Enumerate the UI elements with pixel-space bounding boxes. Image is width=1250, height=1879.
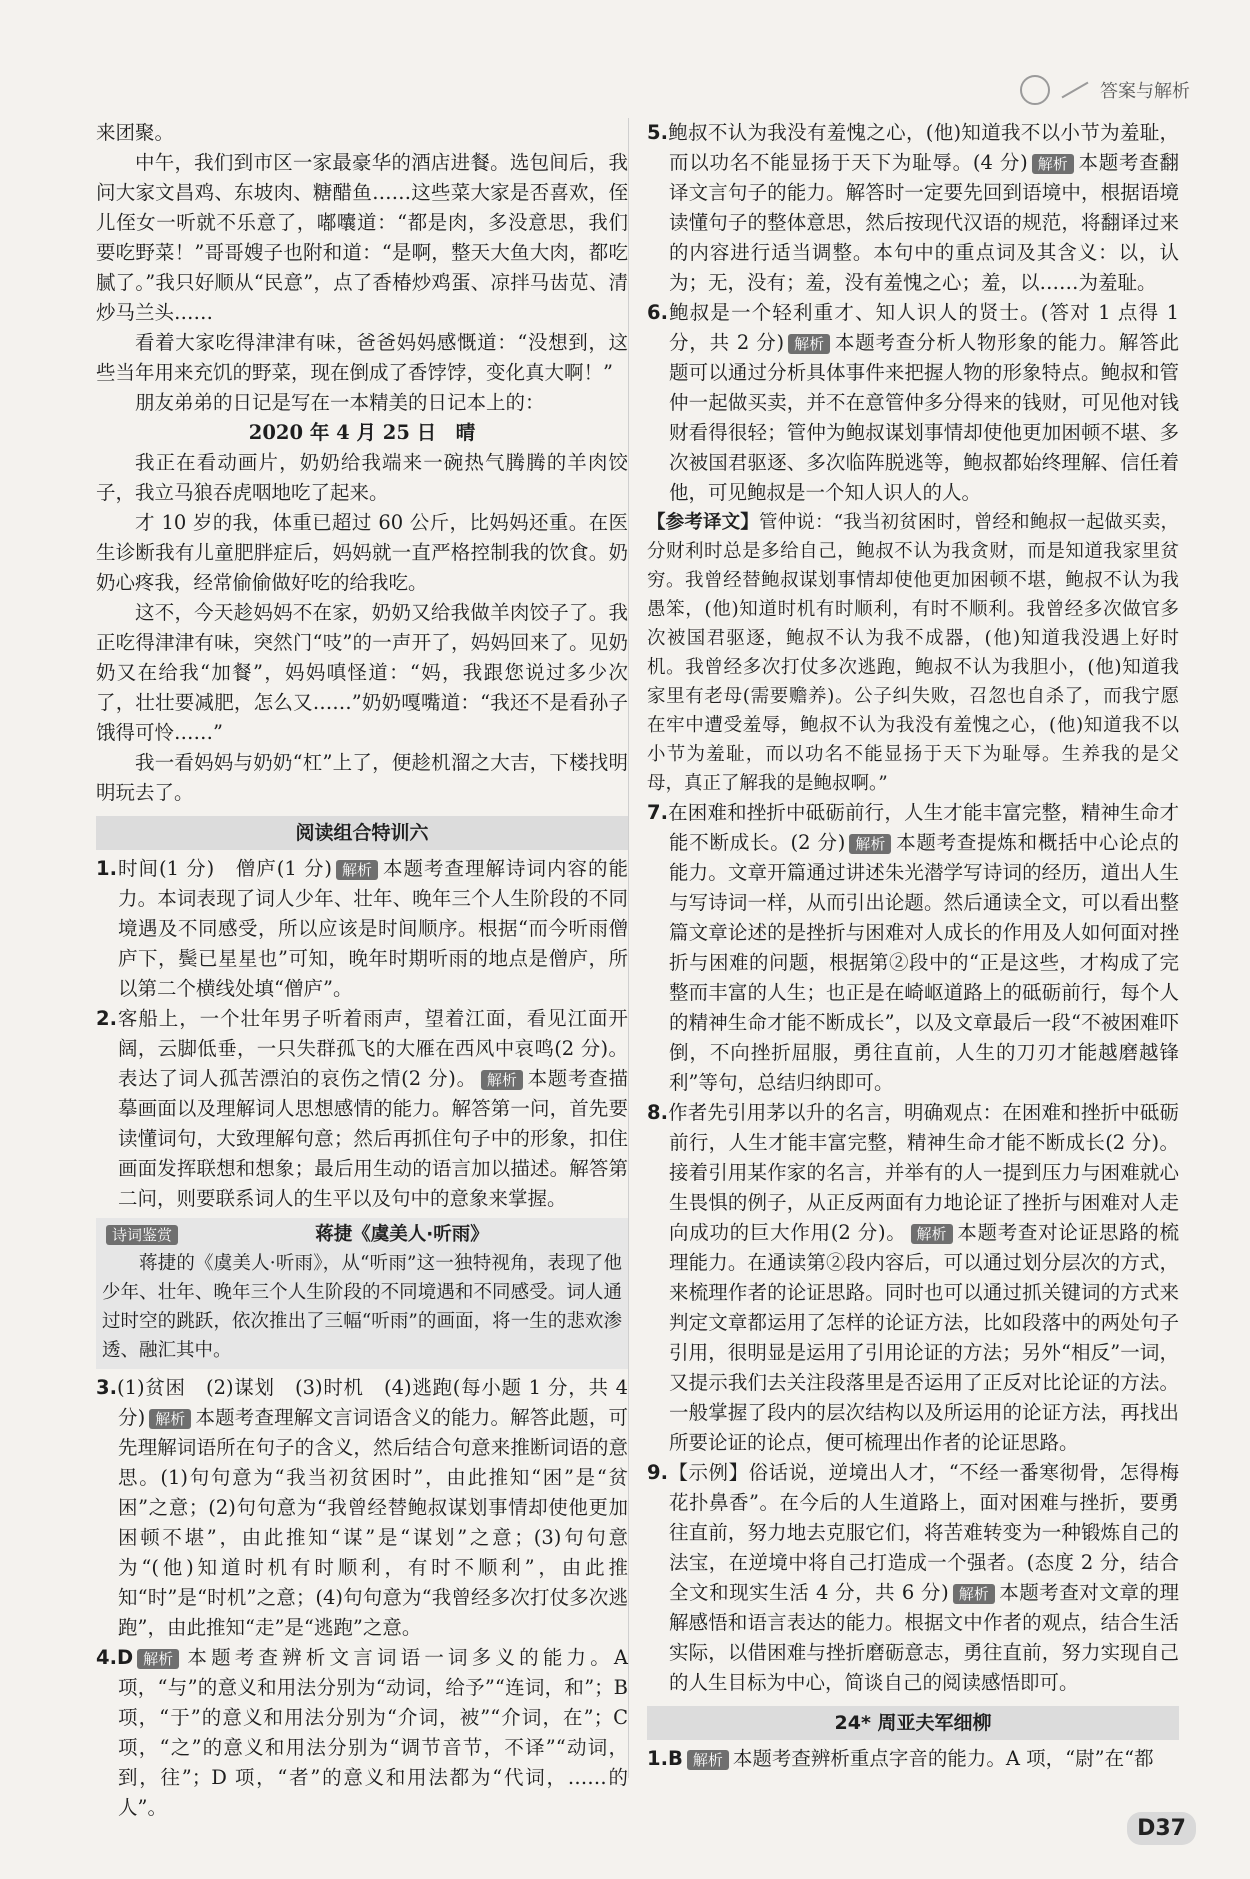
analysis-tag: 解析: [336, 860, 378, 880]
answer-choice: B: [667, 1747, 683, 1770]
paragraph: 这不，今天趁妈妈不在家，奶奶又给我做羊肉饺子了。我正吃得津津有味，突然门“吱”的一声开了，妈妈回来了。见奶奶又在给我“加餐”，妈妈嗔怪道：“妈，我跟您说过多少次了，壮壮要减肥，怎么又……”奶奶嘎嘴道：“我还不是看孙子饿得可怜……”: [96, 601, 628, 744]
answer-text: (1)贫困 (2)谋划 (3)时机 (4)逃跑(每小题 1 分，共 4 分): [116, 1376, 628, 1429]
box-tag: 诗词鉴赏: [106, 1225, 178, 1245]
paragraph: 才 10 岁的我，体重已超过 60 公斤，比妈妈还重。在医生诊断我有儿童肥胖症后，妈妈就一直严格控制我的饮食。奶奶心疼我，经常偷偷做好吃的给我吃。: [96, 511, 628, 594]
item-number: 6.: [647, 301, 668, 324]
paragraph: 我一看妈妈与奶奶“杠”上了，便趁机溜之大吉，下楼找明明玩去了。: [96, 751, 628, 804]
answer-item: [647, 798, 1179, 1098]
analysis-tag: 解析: [953, 1584, 995, 1604]
answer-text: 在困难和挫折中砥砺前行，人生才能丰富完整，精神生命才能不断成长。(2 分): [667, 801, 1179, 854]
page-header: [1020, 72, 1190, 108]
paragraph: 我正在看动画片，奶奶给我端来一碗热气腾腾的羊肉饺子，我立马狼吞虎咽地吃了起来。: [96, 451, 628, 504]
answer-text: 时间(1 分) 僧庐(1 分): [116, 857, 333, 880]
item-number: 9.: [647, 1461, 668, 1484]
answer-text: 【示例】俗话说，逆境出人才，“不经一番寒彻骨，怎得梅花扑鼻香”。在今后的人生道路上，面对困难与挫折，要勇往直前，努力地去克服它们，将苦难转变为一种锻炼自己的法宝，在逆境中将自己打造成一个强者。(态度 2 分，结合全文和现实生活 4 分，共 6 分): [667, 1461, 1179, 1604]
item-number: 8.: [647, 1101, 668, 1124]
item-number: 1.: [96, 857, 117, 880]
section-title: 阅读组合特训六: [96, 816, 628, 850]
answer-text: 作者先引用茅以升的名言，明确观点：在困难和挫折中砥砺前行，人生才能丰富完整，精神生命才能不断成长(2 分)。接着引用某作家的名言，并举有的人一提到压力与困难就心生畏惧的例子，从正反两面有力地论证了挫折与困难对人走向成功的巨大作用(2 分)。: [667, 1101, 1179, 1244]
paragraph: 中午，我们到市区一家最豪华的酒店进餐。选包间后，我问大家文昌鸡、东坡肉、糖醋鱼……这些菜大家是否喜欢，侄儿侄女一听就不乐意了，嘟囔道：“都是肉，多没意思，我们要吃野菜！”哥哥嫂子也附和道：“是啊，整天大鱼大肉，都吃腻了。”我只好顺从“民意”，点了香椿炒鸡蛋、凉拌马齿苋、清炒马兰头……: [96, 151, 628, 324]
answer-item: [96, 1373, 628, 1643]
poetry-appreciation-box: [96, 1218, 628, 1369]
answer-text: 鲍叔不认为我没有羞愧之心，(他)知道我不以小节为羞耻，而以功名不能显扬于天下为耻辱。(4 分): [667, 121, 1179, 174]
column-divider: [628, 118, 629, 1778]
diary-date: 2020 年 4 月 25 日 晴: [248, 421, 476, 444]
answer-item: [647, 1744, 1179, 1774]
analysis-text: 本题考查辨析重点字音的能力。A 项，“尉”在“都: [732, 1747, 1154, 1770]
answer-item: [96, 1643, 628, 1823]
reference-text: 管仲说：“我当初贫困时，曾经和鲍叔一起做买卖，分财利时总是多给自己，鲍叔不认为我贪财，而是知道我家里贫穷。我曾经替鲍叔谋划事情却使他更加困顿不堪，鲍叔不认为我愚笨，(他)知道时机有时顺利，有时不顺利。我曾经多次做官多次被国君驱逐，鲍叔不认为我不成器，(他)知道我没遇上好时机。我曾经多次打仗多次逃跑，鲍叔不认为我胆小，(他)知道我家里有老母(需要赡养)。公子纠失败，召忽也自杀了，而我宁愿在牢中遭受羞辱，鲍叔不认为我没有羞愧之心，(他)知道我不以小节为羞耻，而以功名不能显扬于天下为耻辱。生养我的是父母，真正了解我的是鲍叔啊。”: [647, 512, 1179, 794]
answer-item: [96, 854, 628, 1004]
analysis-tag: 解析: [481, 1070, 523, 1090]
analysis-text: 本题考查理解诗词内容的能力。本词表现了词人少年、壮年、晚年三个人生阶段的不同境遇及不同感受，所以应该是时间顺序。根据“而今听雨僧庐下，鬓已星星也”可知，晚年时期听雨的地点是僧庐，所以第二个横线处填“僧庐”。: [118, 857, 628, 1000]
analysis-tag: 解析: [687, 1750, 729, 1770]
analysis-text: 本题考查对论证思路的梳理能力。在通读第②段内容后，可以通过划分层次的方式，来梳理作者的论证思路。同时也可以通过抓关键词的方式来判定文章都运用了怎样的论证方法，比如段落中的两处句子引用，很明显是运用了引用论证的方法；另外“相反”一词，又提示我们去关注段落里是否运用了正反对比论证的方法。一般掌握了段内的层次结构以及所运用的论证方法，再找出所要论证的论点，便可梳理出作者的论证思路。: [669, 1221, 1179, 1454]
box-header: [102, 1220, 622, 1249]
box-body: 蒋捷的《虞美人·听雨》，从“听雨”这一独特视角，表现了他少年、壮年、晚年三个人生阶段的不同境遇和不同感受。词人通过时空的跳跃，依次推出了三幅“听雨”的画面，将一生的悲欢渗透、融汇其中。: [102, 1253, 622, 1361]
box-title: 蒋捷《虞美人·听雨》: [315, 1224, 489, 1245]
item-number: 1.: [647, 1747, 668, 1770]
analysis-tag: 解析: [149, 1409, 191, 1429]
paragraph: 朋友弟弟的日记是写在一本精美的日记本上的：: [135, 391, 545, 414]
left-column: [96, 118, 628, 1823]
analysis-text: 本题考查翻译文言句子的能力。解答时一定要先回到语境中，根据语境读懂句子的整体意思，然后按现代汉语的规范，将翻译过来的内容进行适当调整。本句中的重点词及其含义：以，认为；无，没有；羞，没有羞愧之心；羞，以……为羞耻。: [669, 151, 1179, 294]
analysis-tag: 解析: [911, 1224, 953, 1244]
section-title: 24* 周亚夫军细柳: [647, 1706, 1179, 1740]
analysis-tag: 解析: [137, 1649, 179, 1669]
analysis-text: 本题考查辨析文言词语一词多义的能力。A 项，“与”的意义和用法分别为“动词，给予”“连词，和”；B 项，“于”的意义和用法分别为“介词，被”“介词，在”；C 项，“之”的意义和用法分别为“调节音节，不译”“动词，到，往”；D 项，“者”的意义和用法都为“代词，……的人”。: [118, 1646, 628, 1819]
item-number: 3.: [96, 1376, 117, 1399]
person-icon: [1020, 75, 1050, 105]
analysis-tag: 解析: [1032, 154, 1074, 174]
paragraph: 看着大家吃得津津有味，爸爸妈妈感慨道：“没想到，这些当年用来充饥的野菜，现在倒成了香饽饽，变化真大啊！”: [96, 331, 628, 384]
answer-item: [647, 118, 1179, 298]
right-column: [647, 118, 1179, 1774]
answer-item: [96, 1004, 628, 1214]
answer-text: 鲍叔是一个轻利重才、知人识人的贤士。(答对 1 点得 1 分，共 2 分): [667, 301, 1179, 354]
paragraph: 来团聚。: [96, 121, 175, 144]
item-number: 5.: [647, 121, 668, 144]
answer-item: [647, 1098, 1179, 1458]
analysis-text: 本题考查理解文言词语含义的能力。解答此题，可先理解词语所在句子的含义，然后结合句意来推断词语的意思。(1)句句意为“我当初贫困时”，由此推知“困”是“贫困”之意；(2)句句意为“我曾经替鲍叔谋划事情却使他更加困顿不堪”，由此推知“谋”是“谋划”之意；(3)句句意为“(他)知道时机有时顺利，有时不顺利”，由此推知“时”是“时机”之意；(4)句句意为“我曾经多次打仗多次逃跑”，由此推知“走”是“逃跑”之意。: [118, 1406, 628, 1639]
reference-label: 【参考译文】: [647, 512, 759, 533]
analysis-tag: 解析: [788, 334, 830, 354]
item-number: 4.: [96, 1646, 117, 1669]
analysis-tag: 解析: [849, 834, 891, 854]
item-number: 7.: [647, 801, 668, 824]
analysis-text: 本题考查对文章的理解感悟和语言表达的能力。根据文中作者的观点，结合生活实际，以借困难与挫折磨砺意志，勇往直前，努力实现自己的人生目标为中心，简谈自己的阅读感悟即可。: [669, 1581, 1179, 1694]
answer-text: 客船上，一个壮年男子听着雨声，望着江面，看见江面开阔，云脚低垂，一只失群孤飞的大雁在西风中哀鸣(2 分)。表达了词人孤苦漂泊的哀伤之情(2 分)。: [116, 1007, 628, 1090]
analysis-text: 本题考查分析人物形象的能力。解答此题可以通过分析具体事件来把握人物的形象特点。鲍叔和管仲一起做买卖，并不在意管仲多分得来的钱财，可见他对钱财看得很轻；管仲为鲍叔谋划事情却使他更加困顿不堪、多次被国君驱逐、多次临阵脱逃等，鲍叔都始终理解、信任着他，可见鲍叔是一个知人识人的人。: [669, 331, 1179, 504]
analysis-text: 本题考查描摹画面以及理解词人思想感情的能力。解答第一问，首先要读懂词句，大致理解句意；然后再抓住句子中的形象，扣住画面发挥联想和想象；最后用生动的语言加以描述。解答第二问，则要联系词人的生平以及句中的意象来掌握。: [118, 1067, 628, 1210]
answer-item: [647, 1458, 1179, 1698]
reference-translation: [647, 508, 1179, 798]
answer-choice: D: [116, 1646, 134, 1669]
analysis-text: 本题考查提炼和概括中心论点的能力。文章开篇通过讲述朱光潜学写诗词的经历，道出人生与写诗词一样，从而引出论题。然后通读全文，可以看出整篇文章论述的是挫折与困难对人成长的作用及人如何面对挫折与困难的问题，根据第②段中的“正是这些，才构成了完整而丰富的人生；也正是在崎岖道路上的砥砺前行，每个人的精神生命才能不断成长”，以及文章最后一段“不被困难吓倒，不向挫折屈服，勇往直前，人生的刀刃才能越磨越锋利”等句，总结归纳即可。: [669, 831, 1179, 1094]
slash-decoration: [1062, 82, 1089, 99]
page-number: D37: [1127, 1812, 1196, 1845]
answer-item: [647, 298, 1179, 508]
item-number: 2.: [96, 1007, 117, 1030]
header-title: 答案与解析: [1100, 81, 1190, 102]
